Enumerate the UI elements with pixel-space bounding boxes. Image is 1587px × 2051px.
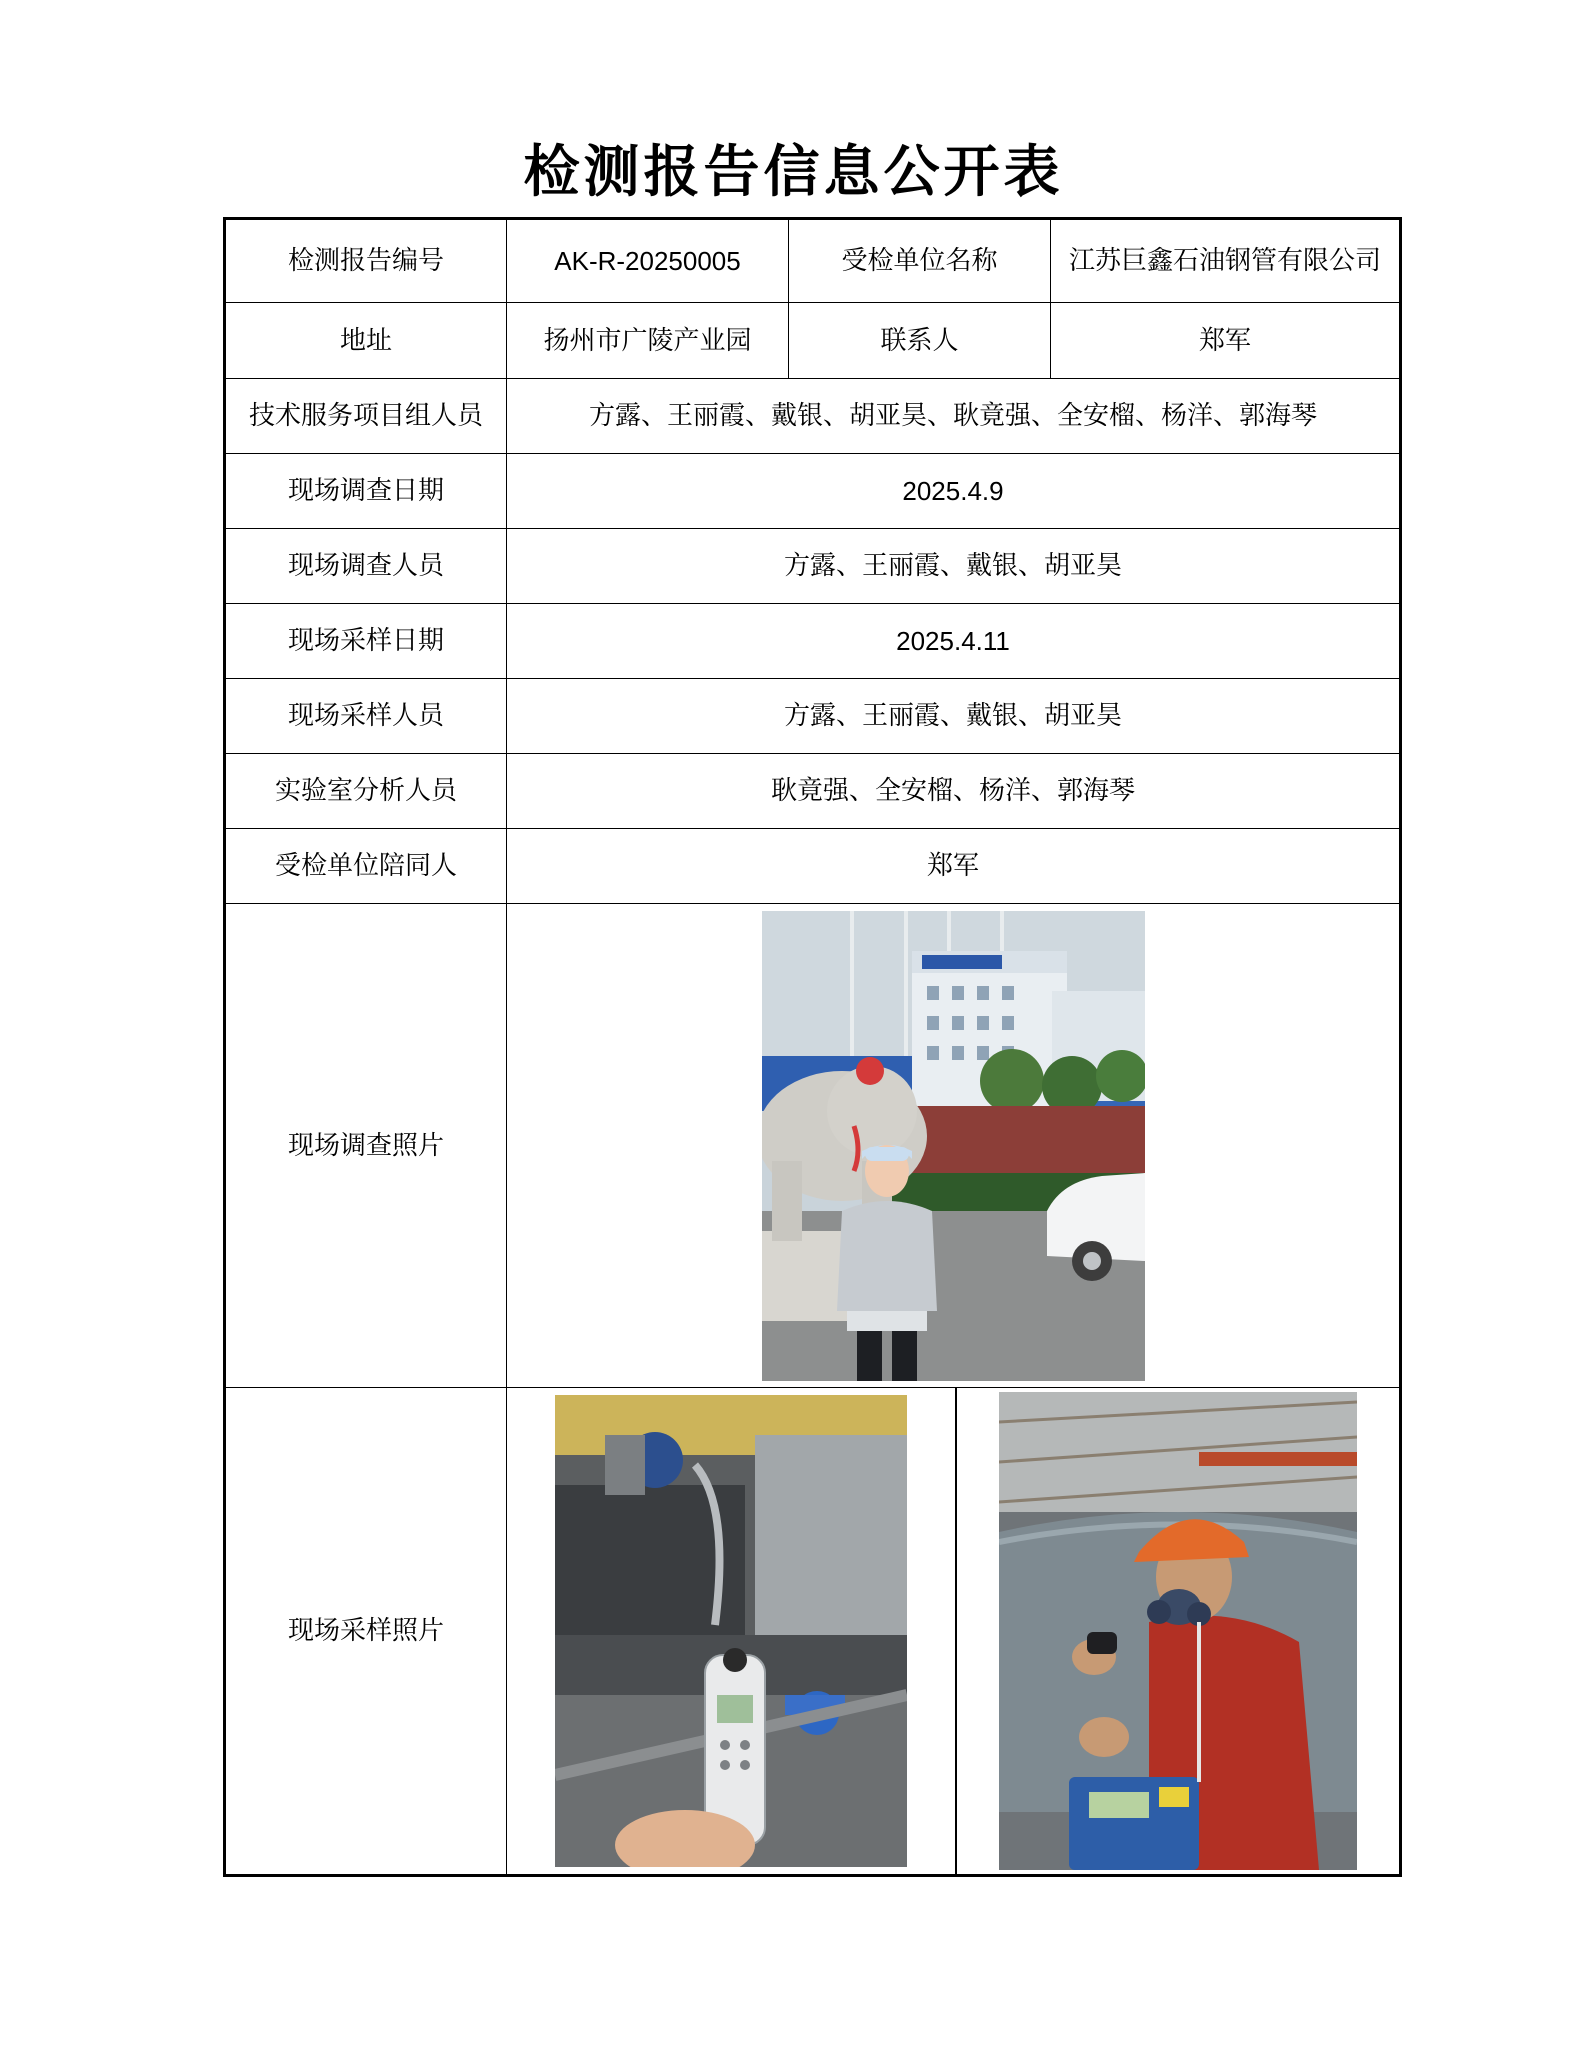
address-value: 扬州市广陵产业园	[507, 303, 789, 379]
report-no-label: 检测报告编号	[225, 219, 507, 303]
table-row	[225, 754, 1401, 829]
lab-staff-value: 耿竟强、全安榴、杨洋、郭海琴	[507, 754, 1401, 829]
address-label: 地址	[225, 303, 507, 379]
survey-date-value: 2025.4.9	[507, 454, 1401, 529]
survey-date-label: 现场调查日期	[225, 454, 507, 529]
lab-staff-label: 实验室分析人员	[225, 754, 507, 829]
unit-name-value: 江苏巨鑫石油钢管有限公司	[1051, 219, 1401, 303]
team-label: 技术服务项目组人员	[225, 379, 507, 454]
report-no-value: AK-R-20250005	[507, 219, 789, 303]
table-row	[225, 454, 1401, 529]
table-row	[225, 219, 1401, 303]
survey-photo-cell	[507, 904, 1401, 1388]
table-row	[225, 679, 1401, 754]
contact-label: 联系人	[789, 303, 1051, 379]
escort-value: 郑军	[507, 829, 1401, 904]
team-value: 方露、王丽霞、戴银、胡亚昊、耿竟强、全安榴、杨洋、郭海琴	[507, 379, 1401, 454]
sample-photo-1	[555, 1395, 907, 1867]
page-title: 检测报告信息公开表	[523, 140, 1064, 205]
unit-name-label: 受检单位名称	[789, 219, 1051, 303]
table-row	[225, 604, 1401, 679]
info-table	[223, 217, 1402, 1877]
table-row	[225, 303, 1401, 379]
sample-photo-2	[999, 1392, 1357, 1870]
sample-photo-label: 现场采样照片	[225, 1388, 507, 1876]
table-row	[225, 379, 1401, 454]
escort-label: 受检单位陪同人	[225, 829, 507, 904]
contact-value: 郑军	[1051, 303, 1401, 379]
survey-photo-label: 现场调查照片	[225, 904, 507, 1388]
survey-staff-value: 方露、王丽霞、戴银、胡亚昊	[507, 529, 1401, 604]
sample-staff-value: 方露、王丽霞、戴银、胡亚昊	[507, 679, 1401, 754]
sample-photo-cell	[507, 1388, 1401, 1876]
table-row	[225, 829, 1401, 904]
sample-staff-label: 现场采样人员	[225, 679, 507, 754]
table-row	[225, 904, 1401, 1388]
table-row	[225, 1388, 1401, 1876]
survey-staff-label: 现场调查人员	[225, 529, 507, 604]
table-row	[225, 529, 1401, 604]
sample-date-value: 2025.4.11	[507, 604, 1401, 679]
sample-date-label: 现场采样日期	[225, 604, 507, 679]
survey-photo	[762, 911, 1145, 1381]
